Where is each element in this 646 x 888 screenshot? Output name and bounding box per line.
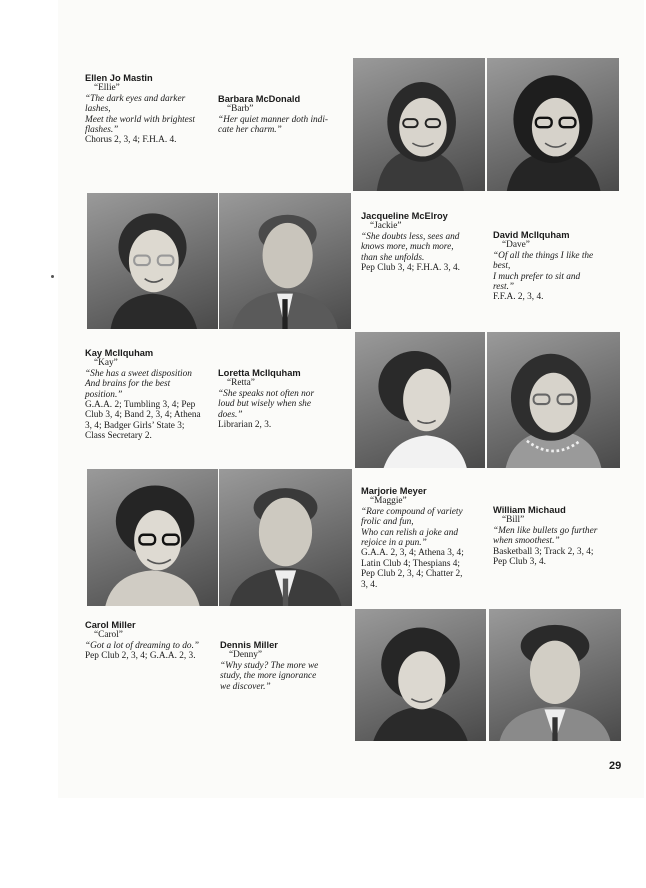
student-name: Dennis Miller — [220, 640, 278, 650]
student-quote: “Of all the things I like the best, I much prefer to sit and rest.” — [493, 250, 594, 293]
portrait-kay-mcilquham — [355, 332, 485, 468]
portrait-david-mcilquham — [219, 193, 351, 329]
bio-ellen-mastin — [85, 73, 213, 146]
student-quote: “The dark eyes and darker lashes, Meet the world with brightest flashes.” — [85, 93, 196, 136]
student-name: Kay McIlquham — [85, 348, 154, 358]
bio-carol-miller — [85, 620, 213, 662]
student-name: Jacqueline McElroy — [361, 211, 448, 221]
student-activities: Librarian 2, 3. — [218, 420, 272, 431]
student-quote: “Why study? The more we study, the more ignorance we discover.” — [220, 660, 319, 692]
portrait-loretta-mcilquham — [487, 332, 620, 468]
student-quote: “Got a lot of dreaming to do.” — [85, 640, 200, 651]
bio-william-michaud — [493, 505, 621, 567]
bio-david-mcilquham — [493, 230, 621, 303]
student-nickname: “Jackie” — [370, 221, 402, 232]
page-number: 29 — [609, 760, 622, 772]
student-quote: “She speaks not often nor loud but wisely when she does.” — [218, 388, 315, 420]
student-name: David McIlquham — [493, 230, 570, 240]
student-name: Barbara McDonald — [218, 94, 301, 104]
student-nickname: “Bill” — [502, 515, 525, 526]
portrait-ellen-mastin — [353, 58, 485, 191]
portrait-dennis-miller — [489, 609, 621, 741]
punch-mark — [51, 275, 54, 278]
student-quote: “Rare compound of variety frolic and fun, Who can relish a joke and rejoice in a pun.” — [361, 506, 463, 549]
bio-dennis-miller — [220, 640, 348, 692]
student-activities: G.A.A. 2, 3, 4; Athena 3, 4; Latin Club 4; Thespians 4; Pep Club 2, 3, 4; Chatter 2, 3, 4. — [361, 548, 464, 590]
student-activities: Pep Club 2, 3, 4; G.A.A. 2, 3. — [85, 651, 196, 662]
student-activities: G.A.A. 2; Tumbling 3, 4; Pep Club 3, 4; Band 2, 3, 4; Athena 3, 4; Badger Girls’ State 3; Class Secretary 2. — [85, 400, 201, 442]
student-quote: “Men like bullets go further when smoothest.” — [493, 525, 598, 547]
bio-marjorie-meyer — [361, 486, 489, 590]
student-quote: “She has a sweet disposition And brains for the best position.” — [85, 368, 192, 400]
portrait-marjorie-meyer — [87, 469, 218, 606]
student-name: Marjorie Meyer — [361, 486, 427, 496]
bio-loretta-mcilquham — [218, 368, 346, 430]
bio-jacqueline-mcelroy — [361, 211, 489, 273]
portrait-carol-miller — [355, 609, 486, 741]
bio-barbara-mcdonald — [218, 94, 346, 136]
portrait-william-michaud — [219, 469, 352, 606]
student-activities: F.F.A. 2, 3, 4. — [493, 292, 544, 303]
student-nickname: “Retta” — [227, 378, 255, 389]
portrait-barbara-mcdonald — [487, 58, 619, 191]
student-nickname: “Denny” — [229, 650, 263, 661]
student-name: William Michaud — [493, 505, 566, 515]
student-activities: Chorus 2, 3, 4; F.H.A. 4. — [85, 135, 177, 146]
student-nickname: “Barb” — [227, 104, 254, 115]
student-activities: Basketball 3; Track 2, 3, 4; Pep Club 3, 4. — [493, 546, 594, 568]
student-activities: Pep Club 3, 4; F.H.A. 3, 4. — [361, 263, 460, 274]
bio-kay-mcilquham — [85, 348, 213, 442]
student-nickname: “Dave” — [502, 240, 530, 251]
student-nickname: “Kay” — [94, 358, 118, 369]
portrait-jacqueline-mcelroy — [87, 193, 218, 329]
student-quote: “Her quiet manner doth indi- cate her charm.” — [218, 114, 329, 136]
student-name: Loretta McIlquham — [218, 368, 301, 378]
student-nickname: “Maggie” — [370, 496, 407, 507]
student-name: Carol Miller — [85, 620, 136, 630]
student-nickname: “Carol” — [94, 630, 123, 641]
student-quote: “She doubts less, sees and knows more, much more, than she unfolds. — [361, 231, 460, 263]
student-name: Ellen Jo Mastin — [85, 73, 153, 83]
student-nickname: “Ellie” — [94, 83, 120, 94]
